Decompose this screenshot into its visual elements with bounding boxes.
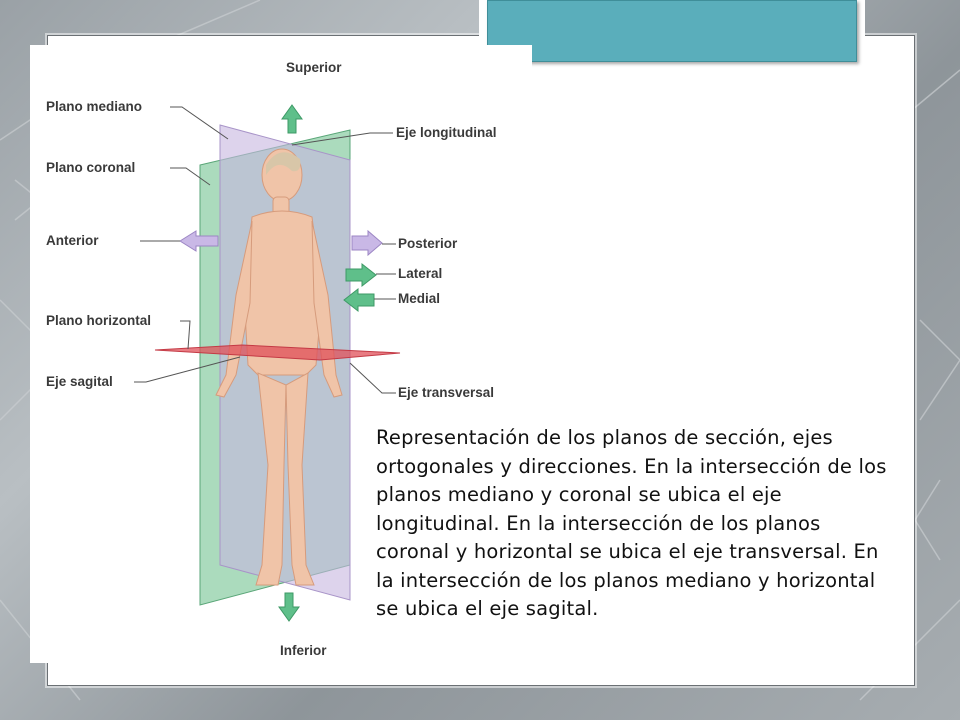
title-accent-bar [487,0,857,62]
label-superior: Superior [286,60,342,75]
label-eje-transversal: Eje transversal [398,385,495,400]
label-anterior: Anterior [46,233,99,248]
label-plano-mediano: Plano mediano [46,99,143,114]
posterior-arrow-icon [352,231,382,255]
inferior-arrow-icon [279,593,299,621]
label-lateral: Lateral [398,266,443,281]
label-posterior: Posterior [398,236,458,251]
figure-caption: Representación de los planos de sección, ejes ortogonales y direcciones. En la intersección de los planos mediano y coronal se ubica el eje longitudinal. En la intersección de los planos coronal y horizontal se ubica el eje transversal. En la intersección de los planos mediano y horizontal se ubica el eje sagital. [376,426,887,620]
label-inferior: Inferior [280,643,327,658]
label-eje-sagital: Eje sagital [46,374,113,389]
label-medial: Medial [398,291,441,306]
label-plano-coronal: Plano coronal [46,160,136,175]
label-plano-horizontal: Plano horizontal [46,313,152,328]
label-eje-longitudinal: Eje longitudinal [396,125,497,140]
horizontal-plane [155,345,400,360]
superior-arrow-icon [282,105,302,133]
title-bar [479,0,865,69]
